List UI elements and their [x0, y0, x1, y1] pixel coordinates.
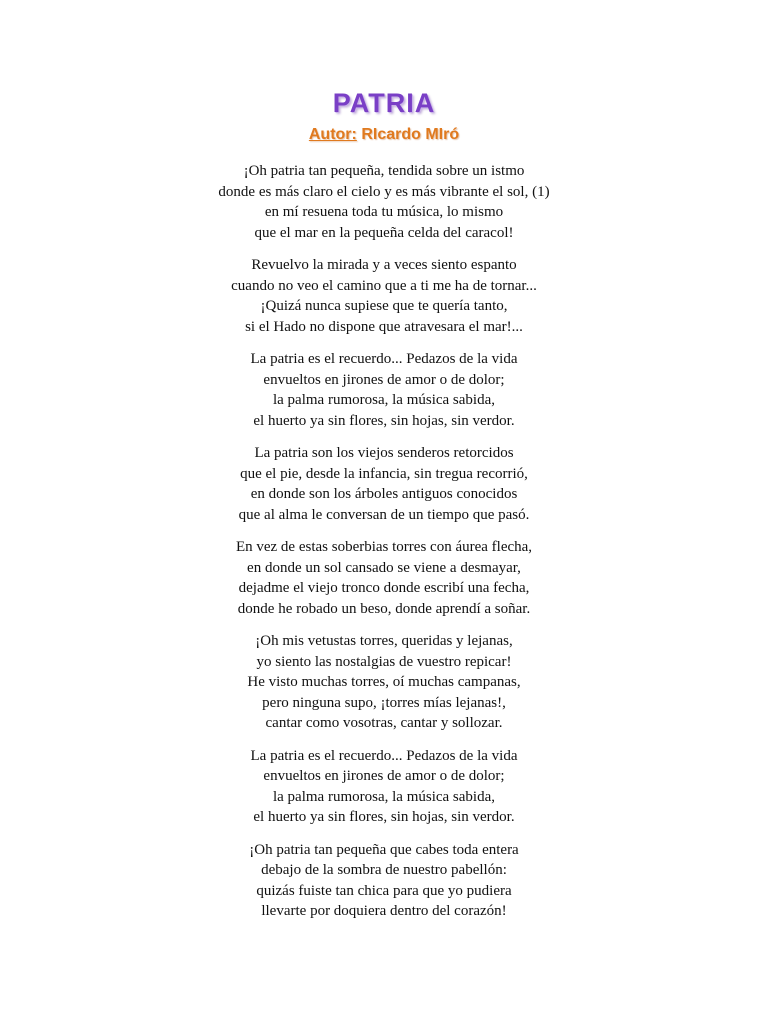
poem-line: dejadme el viejo tronco donde escribí una fecha, — [238, 580, 530, 596]
poem-line: llevarte por doquiera dentro del corazón! — [261, 903, 507, 919]
poem-line: La patria son los viejos senderos retorcidos — [254, 445, 514, 461]
poem-line: cantar como vosotras, cantar y sollozar. — [265, 715, 503, 731]
poem-line: la palma rumorosa, la música sabida, — [272, 788, 495, 805]
poem-line: He visto muchas torres, oí muchas campanas, — [247, 674, 521, 690]
author-line — [0, 124, 768, 146]
stanza — [0, 161, 768, 243]
poem-line: En vez de estas soberbias torres con áurea flecha, — [235, 539, 533, 555]
poem-line: el huerto ya sin flores, sin hojas, sin verdor. — [253, 809, 515, 825]
stanza — [0, 840, 768, 922]
poem-line: en donde un sol cansado se viene a desmayar, — [247, 559, 521, 576]
poem-line: el huerto ya sin flores, sin hojas, sin verdor. — [253, 412, 515, 429]
poem-title: PATRIA — [332, 88, 436, 118]
poem-line: ¡Quizá nunca supiese que te quería tanto, — [260, 298, 508, 314]
poem-line: yo siento las nostalgias de vuestro repicar! — [256, 653, 512, 670]
poem-line: pero ninguna supo, ¡torres mías lejanas!, — [262, 694, 506, 711]
poem-line: La patria es el recuerdo... Pedazos de la vida — [250, 747, 518, 764]
poem-line: en mí resuena toda tu música, lo mismo — [264, 204, 504, 220]
poem-line: envueltos en jirones de amor o de dolor; — [263, 768, 505, 784]
poem-line: quizás fuiste tan chica para que yo pudiera — [256, 882, 512, 899]
poem-line: ¡Oh patria tan pequeña que cabes toda entera — [249, 841, 519, 858]
stanza — [0, 537, 768, 619]
poem-line: si el Hado no dispone que atravesara el mar!... — [245, 318, 523, 335]
stanza — [0, 631, 768, 734]
poem-line: en donde son los árboles antiguos conocidos — [250, 486, 518, 502]
poem-line: que el mar en la pequeña celda del caracol! — [254, 224, 514, 241]
poem-line: que el pie, desde la infancia, sin tregua recorrió, — [240, 465, 528, 482]
poem-line: ¡Oh patria tan pequeña, tendida sobre un istmo — [243, 163, 525, 179]
poem-line: ¡Oh mis vetustas torres, queridas y lejanas, — [255, 633, 513, 649]
poem-line: envueltos en jirones de amor o de dolor; — [263, 371, 505, 388]
poem-line: la palma rumorosa, la música sabida, — [272, 392, 495, 408]
poem-line: cuando no veo el camino que a ti me ha de tornar... — [231, 277, 537, 294]
poem-body — [0, 161, 768, 934]
stanza — [0, 255, 768, 337]
author-name: RIcardo MIró — [361, 126, 460, 143]
poem-line: que al alma le conversan de un tiempo que pasó. — [238, 506, 530, 523]
poem-line: donde he robado un beso, donde aprendí a soñar. — [237, 600, 531, 617]
poem-line: La patria es el recuerdo... Pedazos de la vida — [250, 351, 518, 367]
stanza — [0, 746, 768, 828]
poem-line: Revuelvo la mirada y a veces siento espanto — [251, 257, 517, 273]
author-label: Autor: — [308, 126, 357, 143]
stanza — [0, 349, 768, 431]
poem-line: donde es más claro el cielo y es más vibrante el sol, (1) — [218, 183, 550, 200]
stanza — [0, 443, 768, 525]
poem-line: debajo de la sombra de nuestro pabellón: — [261, 862, 507, 878]
